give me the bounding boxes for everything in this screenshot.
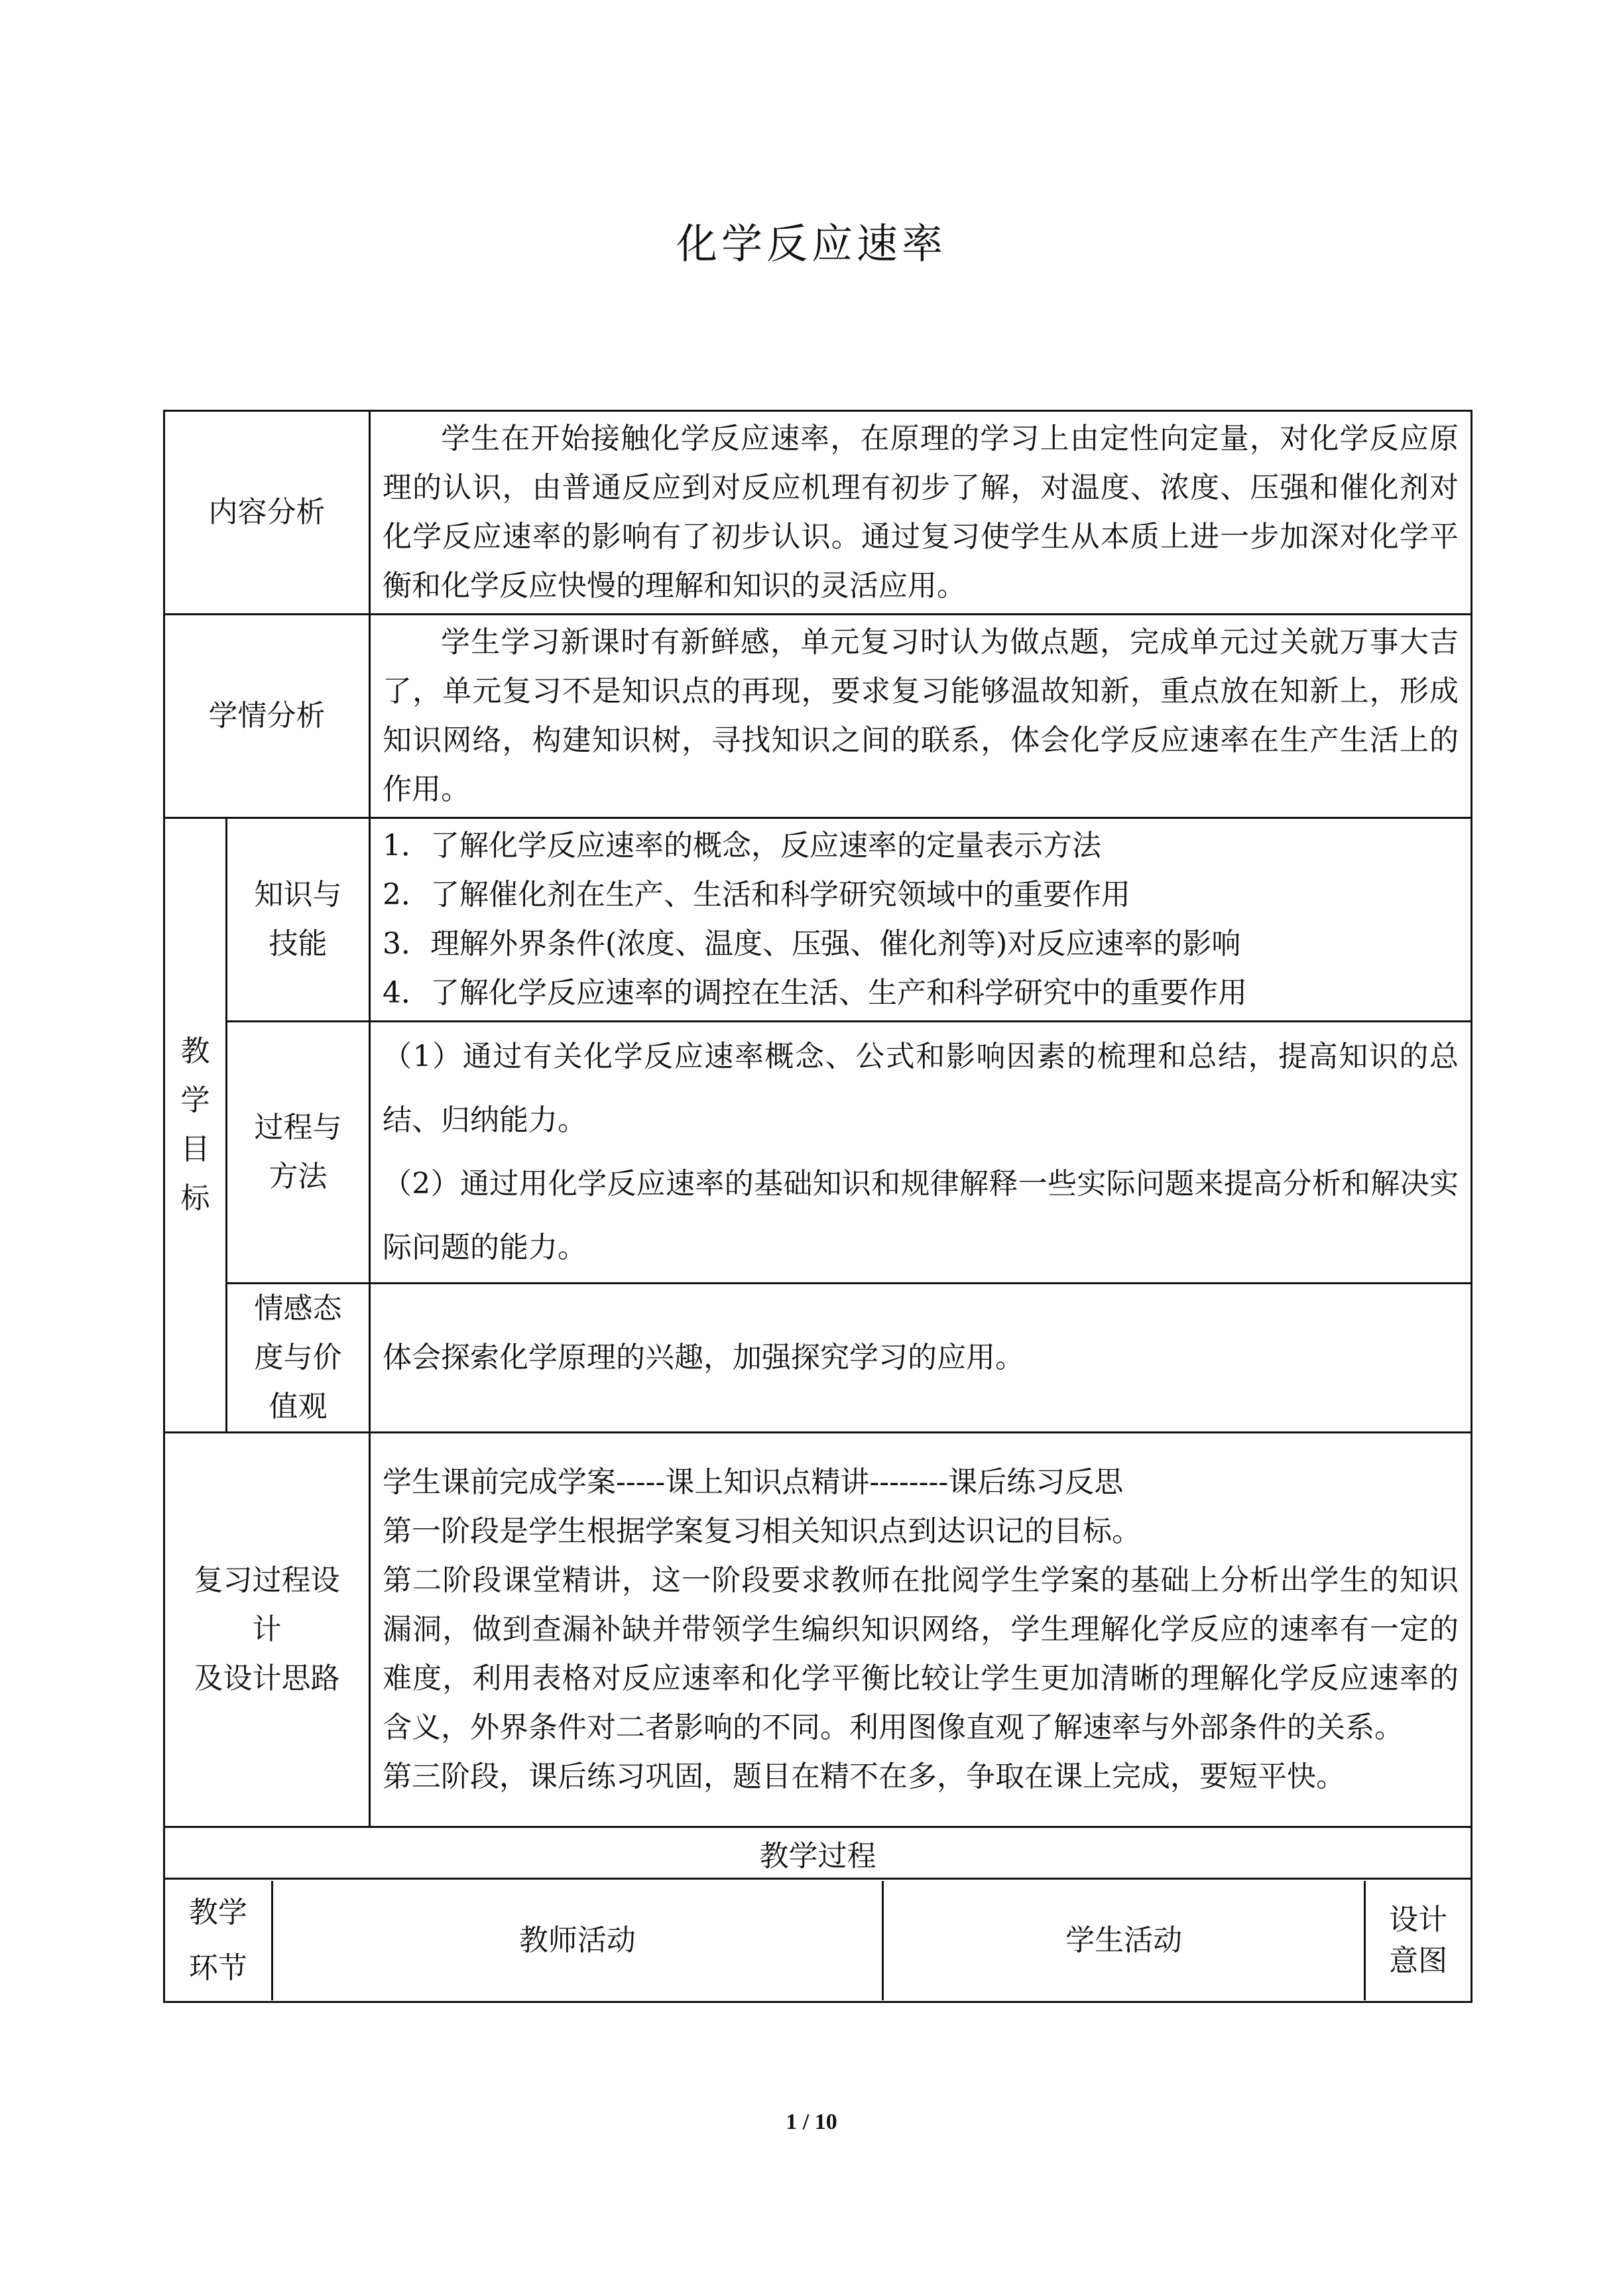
label-line: 过程与	[254, 1111, 342, 1144]
column-header-line: 环节	[188, 1951, 247, 1985]
paragraph: 学生课前完成学案-----课上知识点精讲--------课后练习反思	[383, 1465, 1124, 1499]
knowledge-skill-label	[227, 818, 370, 1022]
list-item: （1）通过有关化学反应速率概念、公式和影响因素的梳理和总结，提高知识的总结、归纳能力。	[383, 1040, 1459, 1137]
process-method-list	[370, 1022, 1472, 1284]
content-analysis-row	[164, 411, 1472, 615]
goal-label-char: 学	[180, 1083, 210, 1117]
page-title: 化学反应速率	[676, 219, 947, 268]
column-teacher-activity: 教师活动	[272, 1881, 882, 2000]
teaching-process-heading-row	[164, 1827, 1472, 1879]
list-item: （2）通过用化学反应速率的基础知识和规律解释一些实际问题来提高分析和解决实际问题的能力。	[383, 1167, 1459, 1264]
content-analysis-text: 学生在开始接触化学反应速率，在原理的学习上由定性向定量，对化学反应原理的认识，由普通反应到对反应机理有初步了解，对温度、浓度、压强和催化剂对化学反应速率的影响有了初步认识。通过复习使学生从本质上进一步加深对化学平衡和化学反应快慢的理解和知识的灵活应用。	[370, 411, 1472, 615]
process-goal-row	[164, 1022, 1472, 1284]
column-header-line: 教学	[188, 1895, 247, 1929]
paragraph: 第二阶段课堂精讲，这一阶段要求教师在批阅学生学案的基础上分析出学生的知识漏洞，做到查漏补缺并带领学生编织知识网络，学生理解化学反应的速率有一定的难度，利用表格对反应速率和化学平衡比较让学生更加清晰的理解化学反应速率的含义，外界条件对二者影响的不同。利用图像直观了解速率与外部条件的关系。	[383, 1563, 1459, 1744]
teaching-process-heading: 教学过程	[164, 1827, 1472, 1879]
column-stage	[165, 1881, 272, 2000]
label-line: 方法	[269, 1160, 328, 1193]
knowledge-skill-list	[370, 818, 1472, 1022]
label-line: 及设计思路	[194, 1662, 340, 1695]
label-line: 情感态	[254, 1292, 342, 1325]
goal-label-char: 标	[180, 1181, 210, 1215]
process-columns-table	[165, 1881, 1471, 2000]
review-design-label	[164, 1433, 370, 1827]
column-header-line: 意图	[1389, 1943, 1448, 1978]
emotion-value-text: 体会探索化学原理的兴趣，加强探究学习的应用。	[370, 1284, 1472, 1433]
label-line: 值观	[269, 1390, 328, 1423]
student-analysis-label: 学情分析	[164, 615, 370, 818]
column-design-intent	[1365, 1881, 1471, 2000]
review-design-row	[164, 1433, 1472, 1827]
label-line: 知识与	[254, 878, 342, 912]
process-method-label	[227, 1022, 370, 1284]
emotion-goal-row	[164, 1284, 1472, 1433]
teaching-process-columns	[164, 1879, 1472, 2002]
knowledge-goal-row	[164, 818, 1472, 1022]
review-design-text	[370, 1433, 1472, 1827]
student-analysis-row	[164, 615, 1472, 818]
goal-label-char: 教	[180, 1034, 210, 1068]
list-item: 3．理解外界条件(浓度、温度、压强、催化剂等)对反应速率的影响	[383, 927, 1241, 961]
column-student-activity: 学生活动	[883, 1881, 1365, 2000]
label-line: 计	[252, 1612, 282, 1646]
lesson-plan-table	[163, 410, 1473, 2003]
goal-label-char: 目	[180, 1132, 210, 1166]
label-line: 复习过程设	[194, 1563, 340, 1597]
list-item: 4．了解化学反应速率的调控在生活、生产和科学研究中的重要作用	[383, 976, 1247, 1010]
teaching-process-columns-row	[164, 1879, 1472, 2002]
paragraph: 第一阶段是学生根据学案复习相关知识点到达识记的目标。	[383, 1514, 1141, 1548]
emotion-value-label	[227, 1284, 370, 1433]
page-number: 1 / 10	[786, 2110, 837, 2134]
teaching-goals-label	[164, 818, 227, 1433]
paragraph: 第三阶段，课后练习巩固，题目在精不在多，争取在课上完成，要短平快。	[383, 1760, 1345, 1793]
column-header-line: 设计	[1389, 1902, 1448, 1937]
student-analysis-text: 学生学习新课时有新鲜感，单元复习时认为做点题，完成单元过关就万事大吉了，单元复习不是知识点的再现，要求复习能够温故知新，重点放在知新上，形成知识网络，构建知识树，寻找知识之间的联系，体会化学反应速率在生产生活上的作用。	[370, 615, 1472, 818]
label-line: 技能	[269, 927, 328, 961]
list-item: 1．了解化学反应速率的概念，反应速率的定量表示方法	[383, 829, 1101, 863]
content-analysis-label: 内容分析	[164, 411, 370, 615]
label-line: 度与价	[254, 1341, 342, 1374]
list-item: 2．了解催化剂在生产、生活和科学研究领域中的重要作用	[383, 878, 1130, 912]
